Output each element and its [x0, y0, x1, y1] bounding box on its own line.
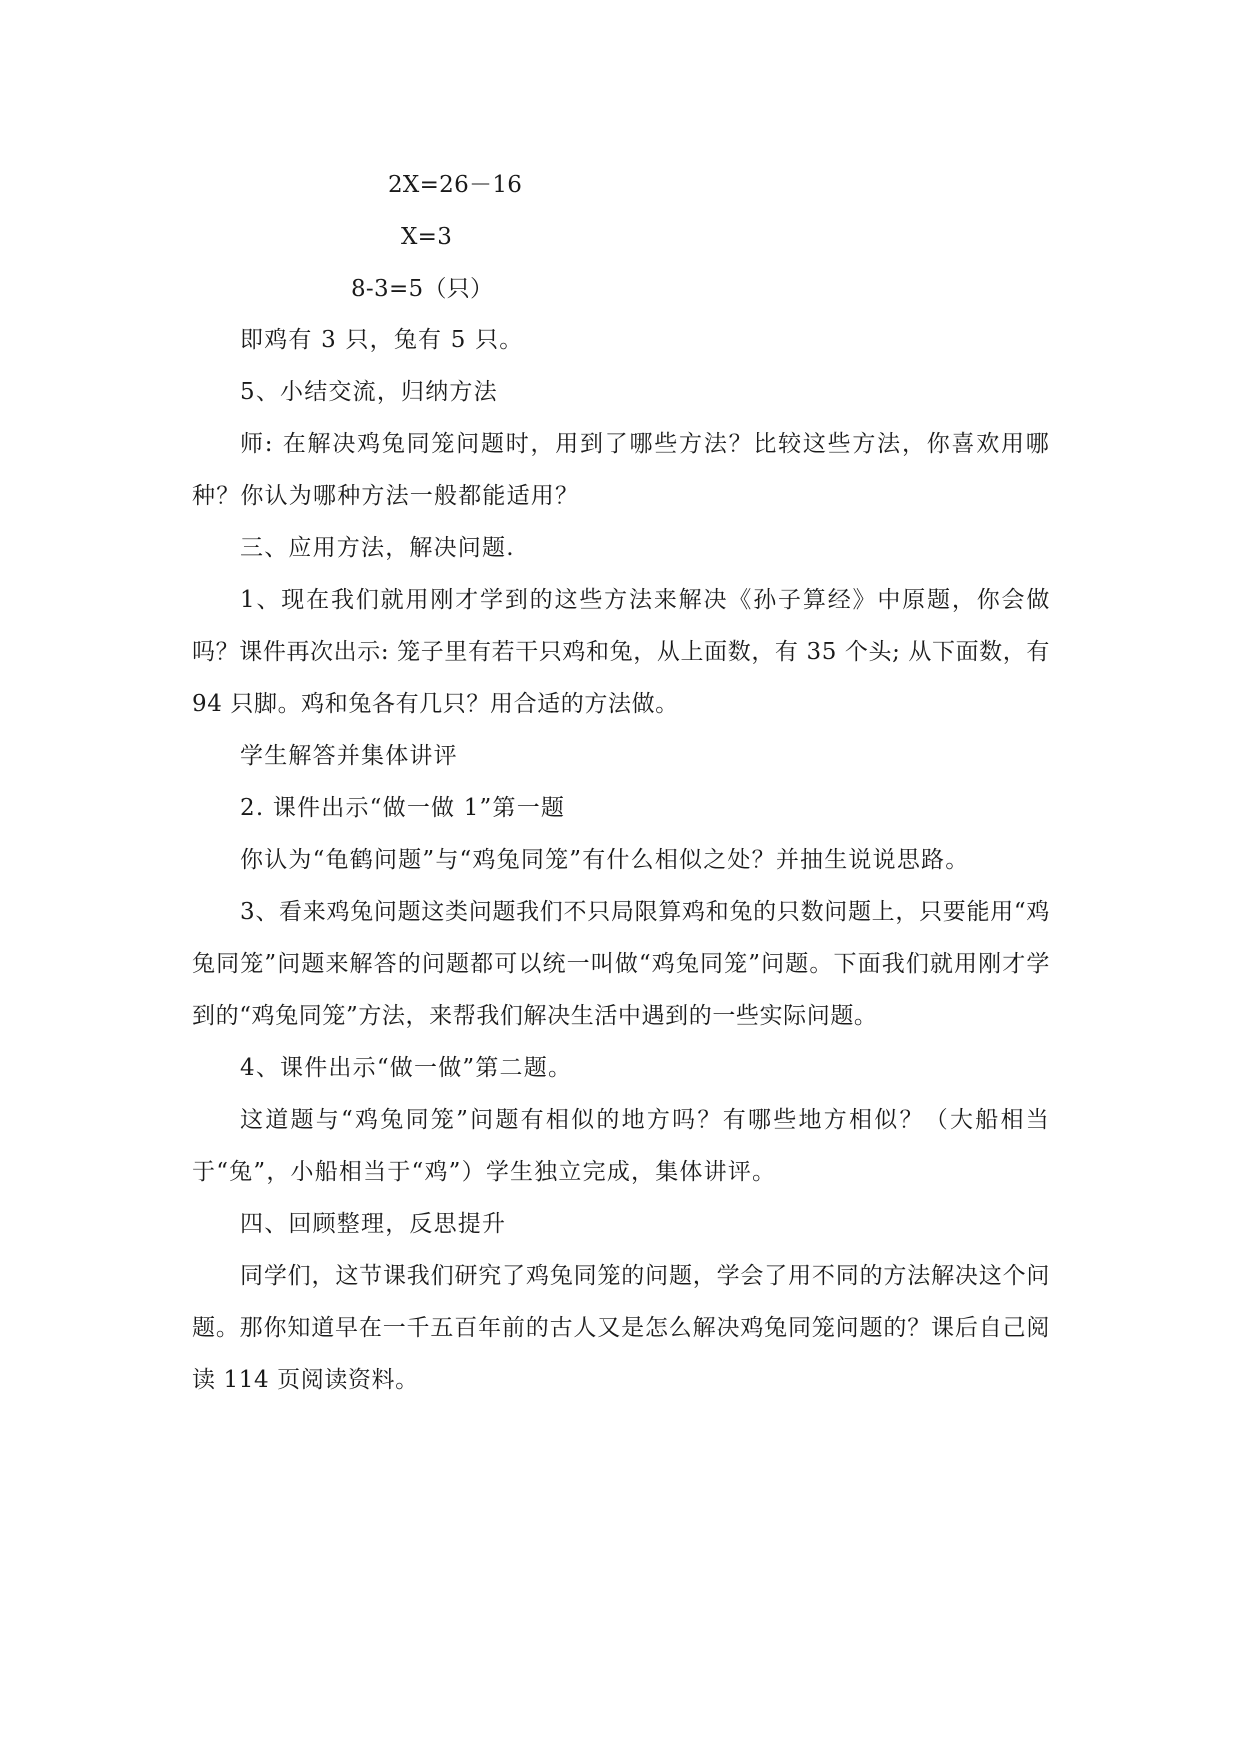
paragraph-exercise-2: 4、课件出示“做一做”第二题。 — [240, 1055, 573, 1081]
paragraph-student-answer: 学生解答并集体讲评 — [240, 743, 458, 769]
equation-line-2: X=3 — [401, 224, 453, 250]
paragraph-generalization: 3、看来鸡兔问题这类问题我们不只局限算鸡和兔的只数问题上，只要能用“鸡兔同笼”问题来解答的问题都可以统一叫做“鸡兔同笼”问题。下面我们就用刚才学到的“鸡兔同笼”方法，来帮我们解决生活中遇到的一些实际问题。 — [192, 899, 1050, 1029]
paragraph-step-5-heading: 5、小结交流，归纳方法 — [240, 379, 498, 405]
section-heading-3: 三、应用方法，解决问题. — [240, 535, 515, 561]
equation-line-3: 8-3=5（只） — [351, 276, 494, 302]
paragraph-teacher-question: 师: 在解决鸡兔同笼问题时，用到了哪些方法？比较这些方法，你喜欢用哪种？你认为哪种方法一般都能适用？ — [192, 431, 1050, 509]
section-heading-4: 四、回顾整理，反思提升 — [240, 1211, 507, 1237]
paragraph-similarity-question: 你认为“龟鹤问题”与“鸡兔同笼”有什么相似之处？并抽生说说思路。 — [240, 847, 970, 873]
paragraph-boat-problem: 这道题与“鸡兔同笼”问题有相似的地方吗？有哪些地方相似？（大船相当于“兔”，小船相当于“鸡”）学生独立完成，集体讲评。 — [192, 1107, 1050, 1185]
equation-line-1: 2X=26－16 — [388, 172, 523, 198]
paragraph-answer: 即鸡有 3 只，兔有 5 只。 — [240, 327, 524, 353]
paragraph-summary: 同学们，这节课我们研究了鸡兔同笼的问题，学会了用不同的方法解决这个问题。那你知道早在一千五百年前的古人又是怎么解决鸡兔同笼问题的？课后自己阅读 114 页阅读资料。 — [192, 1263, 1050, 1393]
paragraph-original-problem: 1、现在我们就用刚才学到的这些方法来解决《孙子算经》中原题，你会做吗？课件再次出示: 笼子里有若干只鸡和兔，从上面数，有 35 个头; 从下面数，有 94 只脚。鸡和兔各有几只？用合适的方法做。 — [192, 587, 1050, 717]
paragraph-exercise-1: 2. 课件出示“做一做 1”第一题 — [240, 795, 566, 821]
